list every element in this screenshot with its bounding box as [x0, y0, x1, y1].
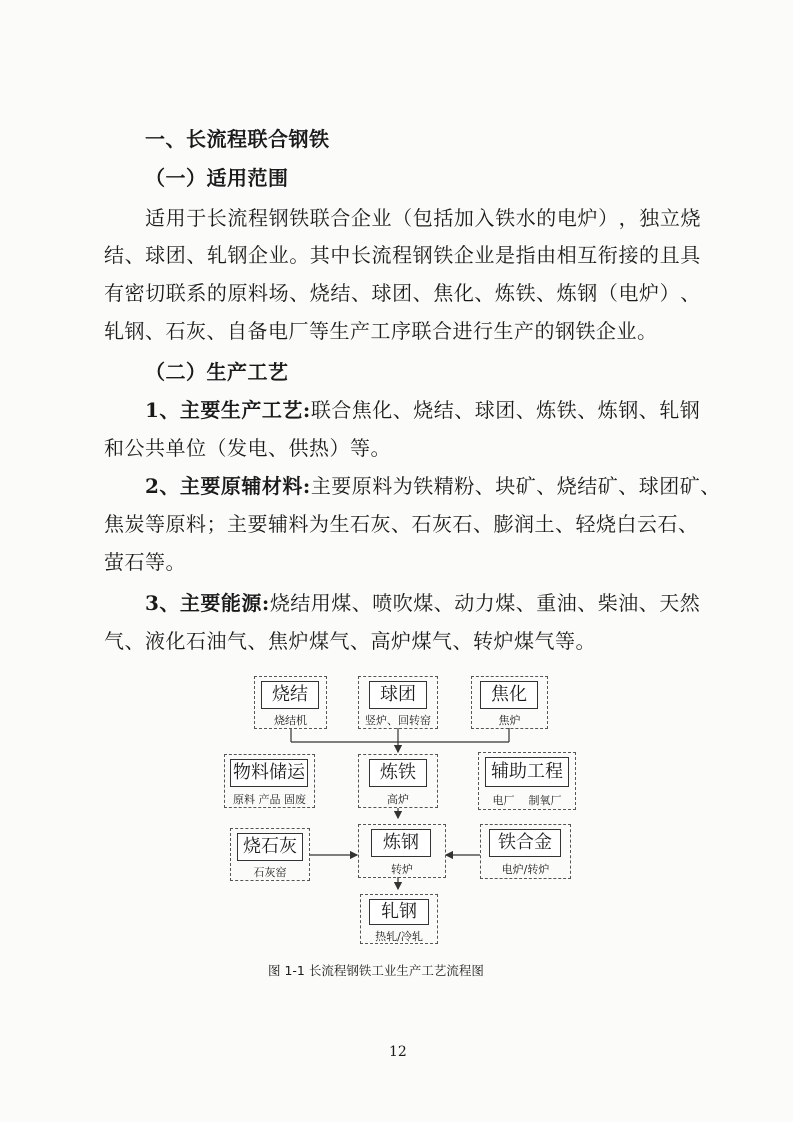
node-pellet	[358, 676, 438, 729]
process-item-1-line-1: 1、主要生产工艺:联合焦化、烧结、球团、炼铁、炼钢、轧钢	[145, 398, 701, 422]
process-item-3-line-1: 3、主要能源:烧结用煤、喷吹煤、动力煤、重油、柴油、天然	[145, 591, 701, 615]
node-rolling	[360, 894, 438, 944]
node-ferroalloy-sub: 电炉/转炉	[501, 863, 550, 876]
node-lime-title: 烧石灰	[237, 833, 303, 861]
node-ferroalloy	[480, 824, 571, 879]
node-rolling-title: 轧钢	[369, 899, 429, 925]
node-logistics-sub: 原料 产品 固废	[233, 793, 306, 806]
node-logistics	[224, 754, 315, 808]
node-ferroalloy-title: 铁合金	[489, 829, 561, 857]
process-heading: （二）生产工艺	[145, 360, 289, 384]
node-coking-title: 焦化	[480, 681, 538, 709]
scope-line-1: 适 用 于 长 流 程 钢 铁 联 合 企 业 （ 包 括 加 入 铁 水 的 电 炉 ） ， 独 立 烧	[145, 206, 701, 230]
node-ironmaking-title: 炼铁	[369, 759, 427, 787]
scope-heading: （一）适用范围	[145, 166, 289, 190]
process-item-2-line-2: 焦炭等原料；主要辅料为生石灰、石灰石、膨润土、轻烧白云石、	[104, 512, 699, 536]
process-item-3-label: 3、主要能源:	[145, 591, 270, 615]
node-auxiliary-title: 辅助工程	[485, 757, 569, 787]
node-pellet-sub: 竖炉、回转窑	[365, 714, 431, 727]
node-sintering	[254, 676, 327, 729]
node-pellet-title: 球团	[369, 681, 427, 709]
node-steelmaking-title: 炼钢	[371, 829, 431, 857]
node-auxiliary-sub: 电厂 制氧厂	[492, 794, 562, 807]
scope-line-2: 结 、 球 团 、 轧 钢 企 业 。 其 中 长 流 程 钢 铁 企 业 是 指 由 相 互 衔 接 的 且 具	[104, 243, 701, 267]
node-logistics-title: 物料储运	[230, 759, 308, 787]
scope-line-4: 轧钢、石灰、自备电厂等生产工序联合进行生产的钢铁企业。	[104, 319, 658, 343]
node-sintering-sub: 烧结机	[274, 714, 307, 727]
node-steelmaking-sub: 转炉	[391, 863, 413, 876]
process-item-1-line-2: 和公共单位（发电、供热）等。	[104, 436, 391, 460]
process-item-2-line-3: 萤石等。	[104, 550, 186, 574]
node-auxiliary	[478, 752, 576, 810]
process-item-2-line-1: 2、主要原辅材料:主要原料为铁精粉、块矿、烧结矿、球团矿、	[145, 474, 721, 498]
node-sintering-title: 烧结	[261, 681, 319, 709]
node-coking	[471, 676, 548, 729]
node-lime-sub: 石灰窑	[253, 866, 287, 879]
process-item-2-label: 2、主要原辅材料:	[145, 474, 311, 498]
scope-line-3: 有 密 切 联 系 的 原 料 场 、 烧 结 、 球 团 、 焦 化 、 炼 铁 、 炼 钢 （ 电 炉 ） 、	[104, 281, 701, 305]
node-ironmaking	[358, 754, 438, 808]
figure-caption: 图 1-1 长流程钢铁工业生产工艺流程图	[268, 963, 484, 978]
node-coking-sub: 焦炉	[498, 714, 521, 727]
page-number: 12	[389, 1044, 407, 1060]
section-title: 一、长流程联合钢铁	[145, 127, 330, 151]
node-steelmaking	[358, 824, 446, 878]
node-ironmaking-sub: 高炉	[387, 793, 409, 806]
node-lime	[230, 828, 310, 881]
node-rolling-sub: 热轧/冷轧	[375, 930, 423, 943]
process-item-3-line-2: 气、液化石油气、焦炉煤气、高炉煤气、转炉煤气等。	[104, 629, 596, 653]
process-item-1-label: 1、主要生产工艺:	[145, 398, 311, 422]
